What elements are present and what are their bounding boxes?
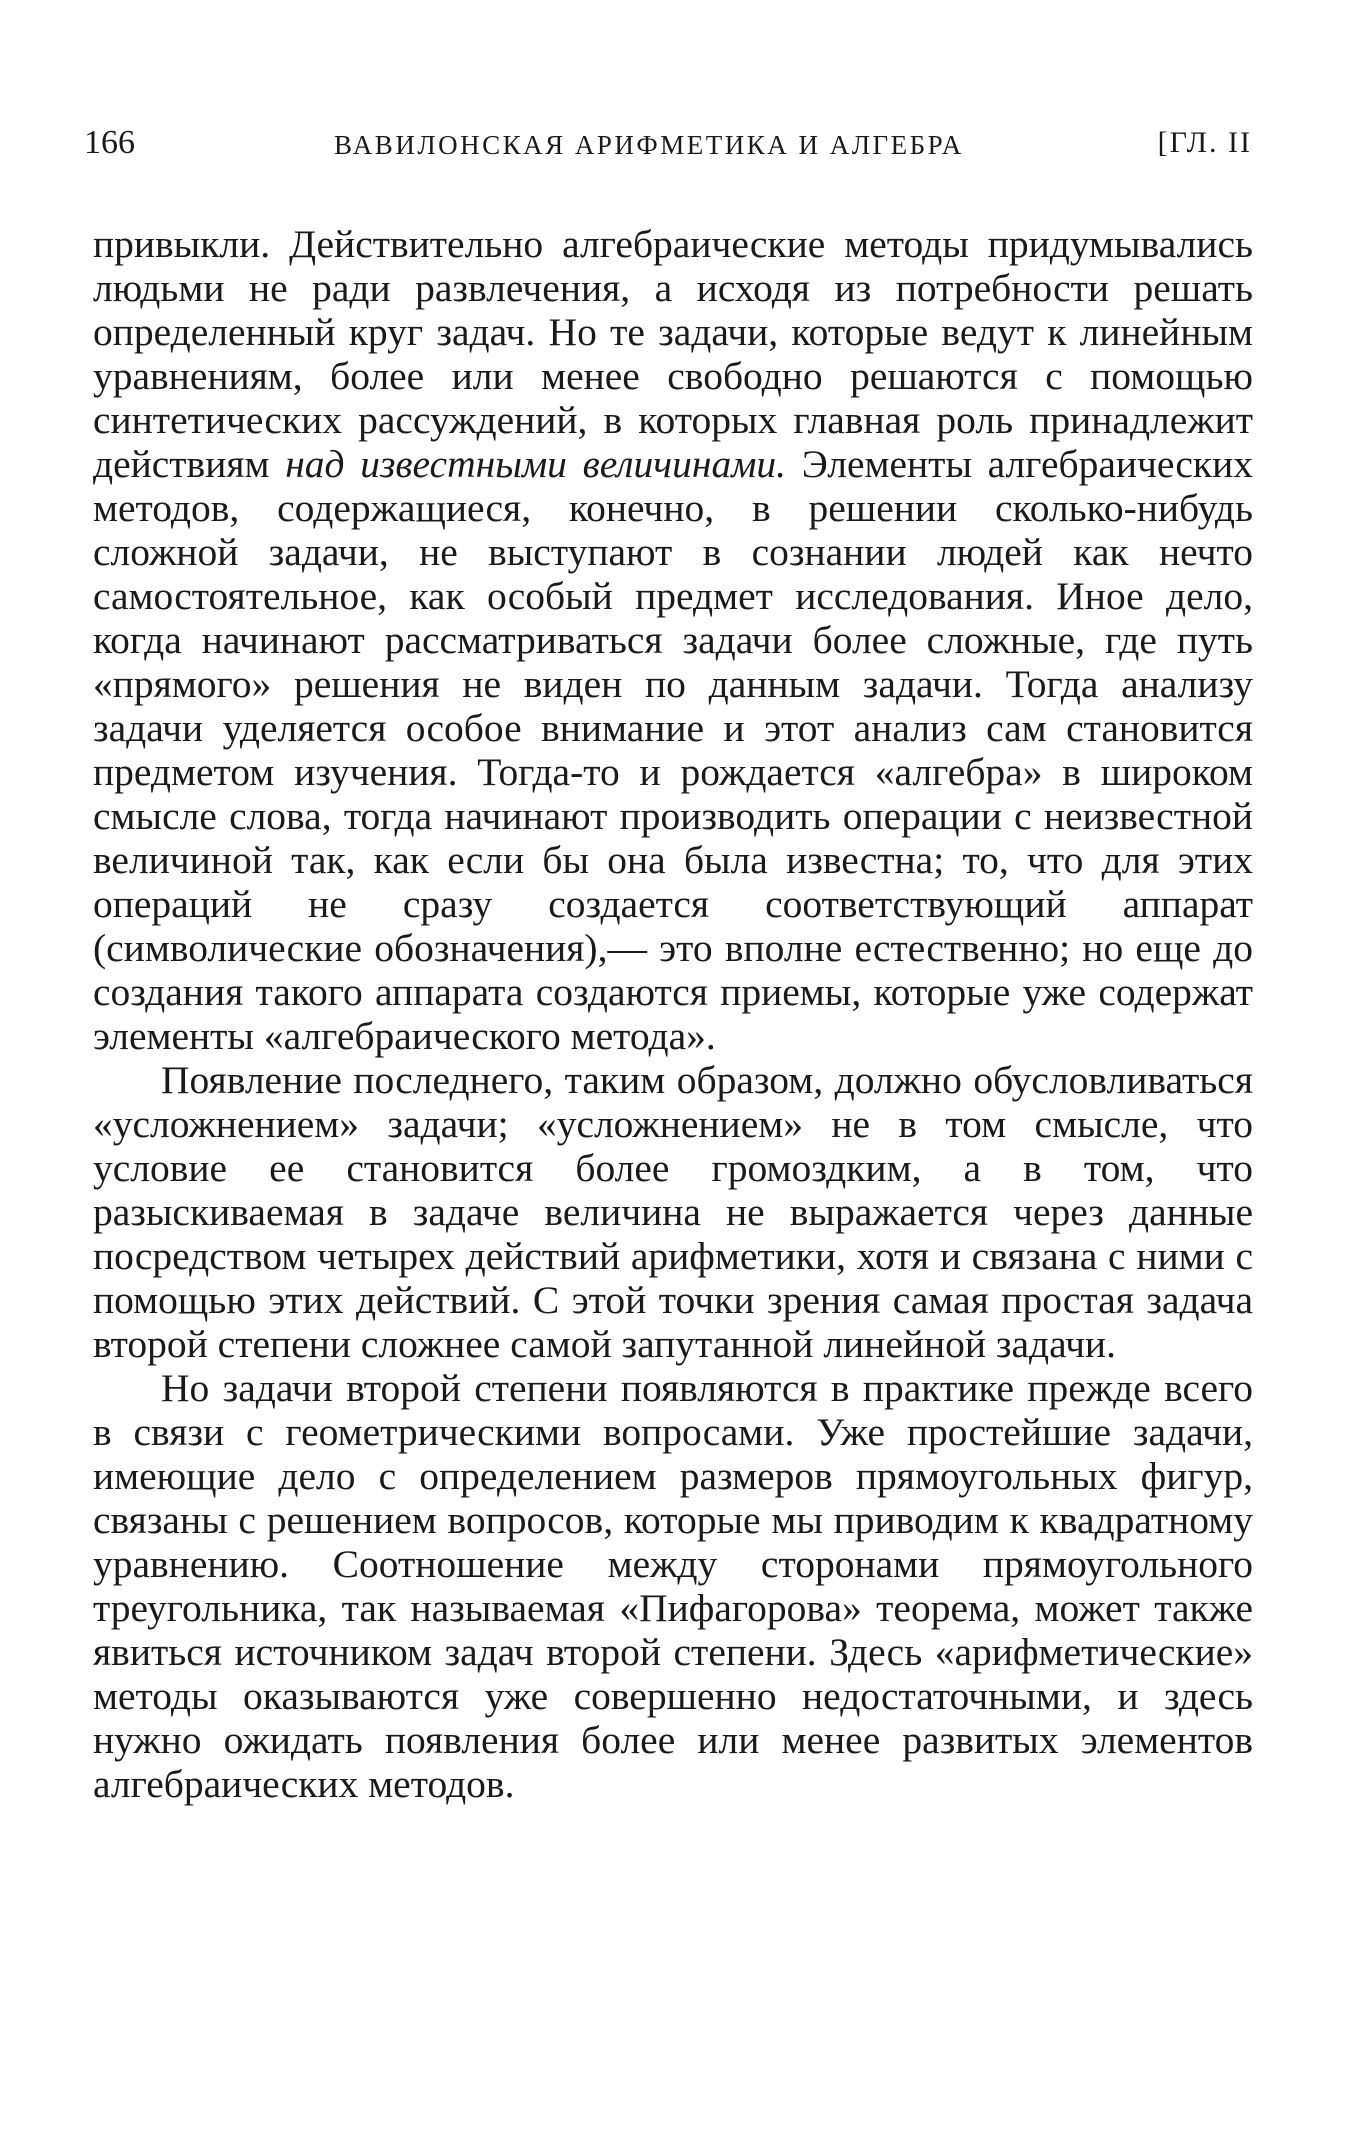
body-text — [93, 222, 1253, 1806]
running-title: ВАВИЛОНСКАЯ АРИФМЕТИКА И АЛГЕБРА — [334, 130, 964, 160]
running-head — [84, 118, 1252, 168]
paragraph-1-text-a: привыкли. Действительно алгебраические методы придумывались людьми не ради развлечения, а исходя из потребности решать определенный круг задач. Но те задачи, которые ведут к линейным уравнениям, более или менее свободно решаются с помощью синтетических рассуждений, в которых главная роль принадлежит действиям — [93, 222, 1253, 486]
paragraph-2-text: Появление последнего, таким образом, должно обусловливаться «усложнением» задачи; «усложнением» не в том смысле, что условие ее становится более громоздким, а в том, что разыскиваемая в задаче величина не выражается через данные посредством четырех действий арифметики, хотя и связана с ними с помощью этих действий. С этой точки зрения самая простая задача второй степени сложнее самой запутанной линейной задачи. — [93, 1058, 1253, 1366]
chapter-reference: [ГЛ. II — [1157, 126, 1252, 159]
paragraph-1-italic-phrase: над известными величинами. — [285, 442, 787, 486]
paragraph-2 — [93, 1058, 1253, 1366]
paragraph-1 — [93, 222, 1253, 1058]
paragraph-1-text-b: Элементы алгебраических методов, содержащиеся, конечно, в решении сколько-нибудь сложной задачи, не выступают в сознании людей как нечто самостоятельное, как особый предмет исследования. Иное дело, когда начинают рассматриваться задачи более сложные, где путь «прямого» решения не виден по данным задачи. Тогда анализу задачи уделяется особое внимание и этот анализ сам становится предметом изучения. Тогда-то и рождается «алгебра» в широком смысле слова, тогда начинают производить операции с неизвестной величиной так, как если бы она была известна; то, что для этих операций не сразу создается соответствующий аппарат (символические обозначения),— это вполне естественно; но еще до создания такого аппарата создаются приемы, которые уже содержат элементы «алгебраического метода». — [93, 442, 1253, 1058]
paragraph-3 — [93, 1366, 1253, 1806]
page-number: 166 — [84, 124, 135, 161]
paragraph-3-text: Но задачи второй степени появляются в практике прежде всего в связи с геометрическими вопросами. Уже простейшие задачи, имеющие дело с определением размеров прямоугольных фигур, связаны с решением вопросов, которые мы приводим к квадратному уравнению. Соотношение между сторонами прямоугольного треугольника, так называемая «Пифагорова» теорема, может также явиться источником задач второй степени. Здесь «арифметические» методы оказываются уже совершенно недостаточными, и здесь нужно ожидать появления более или менее развитых элементов алгебраических методов. — [93, 1366, 1253, 1806]
